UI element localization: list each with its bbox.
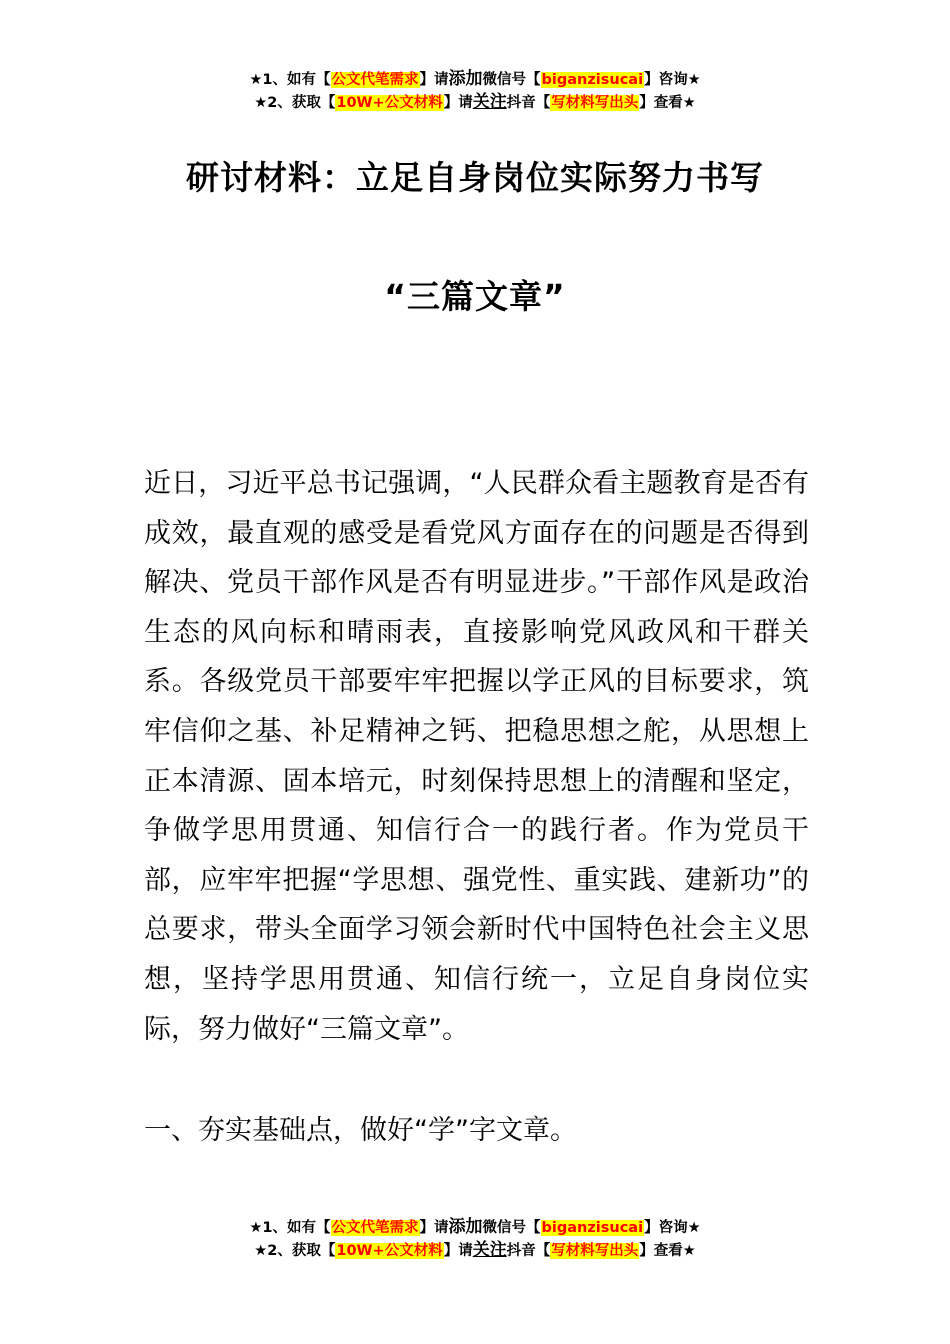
section-heading: 一、夯实基础点，做好“学”字文章。 (144, 1115, 577, 1146)
banner-text: 微信号【 (482, 1220, 541, 1236)
banner-emphasis: 添加 (448, 1217, 483, 1237)
banner-highlight: 写材料写出头 (551, 1243, 639, 1259)
bottom-banner (0, 1216, 950, 1262)
body-paragraph: 近日，习近平总书记强调，“人民群众看主题教育是否有成效，最直观的感受是看党风方面存在的问题是否得到解决、党员干部作风是否有明显进步。”干部作风是政治生态的风向标和晴雨表，直接影响党风政风和干群关系。各级党员干部要牢牢把握以学正风的目标要求，筑牢信仰之基、补足精神之钙、把稳思想之舵，从思想上正本清源、固本培元，时刻保持思想上的清醒和坚定，争做学思用贯通、知信行合一的践行者。作为党员干部，应牢牢把握“学思想、强党性、重实践、建新功”的总要求，带头全面学习领会新时代中国特色社会主义思想，坚持学思用贯通、知信行统一，立足自身岗位实际，努力做好“三篇文章”。 (144, 468, 809, 1045)
banner-text: 】请 (419, 1220, 449, 1236)
banner-highlight: 写材料写出头 (551, 95, 639, 111)
banner-text: 】请 (419, 72, 449, 88)
top-banner (0, 68, 950, 114)
document-title-line-2: “三篇文章” (384, 277, 566, 316)
banner-line-1 (0, 1216, 950, 1239)
banner-text: 抖音【 (506, 1243, 551, 1259)
banner-text: ★2、获取【 (254, 1243, 336, 1259)
banner-line-2 (0, 1239, 950, 1262)
banner-line-1 (0, 68, 950, 91)
banner-highlight: biganzisucai (541, 1220, 644, 1236)
banner-emphasis: 添加 (448, 69, 483, 89)
banner-text: 】请 (443, 95, 473, 111)
banner-text: 】请 (443, 1243, 473, 1259)
banner-text: 】查看★ (639, 95, 696, 111)
banner-text: ★1、如有【 (249, 72, 331, 88)
banner-text: ★1、如有【 (249, 1220, 331, 1236)
banner-highlight: 公文代笔需求 (331, 1220, 419, 1236)
banner-text: 】咨询★ (644, 1220, 701, 1236)
banner-text: 】咨询★ (644, 72, 701, 88)
banner-emphasis: 关注 (472, 1240, 507, 1260)
document-title-line-1: 研讨材料：立足自身岗位实际努力书写 (186, 158, 764, 197)
banner-text: 抖音【 (506, 95, 551, 111)
banner-text: 】查看★ (639, 1243, 696, 1259)
banner-emphasis: 关注 (472, 92, 507, 112)
banner-highlight: 公文代笔需求 (331, 72, 419, 88)
banner-highlight: biganzisucai (541, 72, 644, 88)
banner-text: ★2、获取【 (254, 95, 336, 111)
banner-highlight: 10W+公文材料 (336, 1243, 443, 1259)
banner-highlight: 10W+公文材料 (336, 95, 443, 111)
banner-text: 微信号【 (482, 72, 541, 88)
banner-line-2 (0, 91, 950, 114)
